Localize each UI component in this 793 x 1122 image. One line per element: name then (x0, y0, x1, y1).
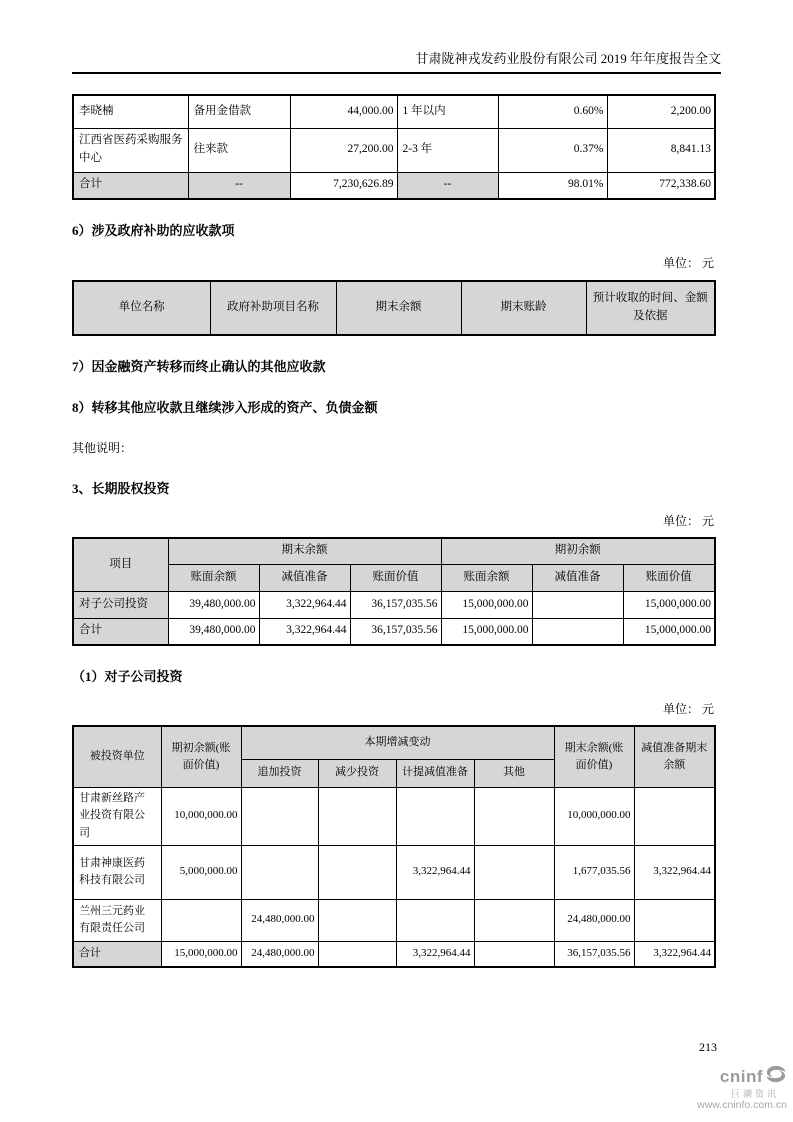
cell-value: 15,000,000.00 (623, 591, 715, 618)
header-row (73, 726, 715, 759)
cell-value: 3,322,964.44 (259, 618, 350, 645)
cell-value: 24,480,000.00 (241, 899, 318, 941)
cell-value: 24,480,000.00 (241, 941, 318, 967)
col-header: 账面余额 (168, 564, 259, 591)
header-row (73, 564, 715, 591)
cell-nature: 往来款 (188, 128, 290, 172)
cell-value: 39,480,000.00 (168, 618, 259, 645)
cell-value (474, 899, 554, 941)
cell-value: 3,322,964.44 (396, 845, 474, 899)
cell-value (396, 787, 474, 845)
table-row (73, 845, 715, 899)
header-row (73, 538, 715, 564)
page-header (72, 0, 721, 74)
cninfo-logo (697, 1064, 787, 1112)
cell-total-label: 合计 (73, 618, 168, 645)
group-header-closing: 期末余额 (168, 538, 441, 564)
cell-value (161, 899, 241, 941)
cell-value (318, 941, 396, 967)
cell-debtor: 江西省医药采购服务中心 (73, 128, 188, 172)
lt-equity-table (72, 537, 716, 646)
cell-value: 3,322,964.44 (634, 941, 715, 967)
section-3-heading: 3、长期股权投资 (72, 481, 170, 496)
page-number: 213 (699, 1040, 717, 1054)
cell-value: 3,322,964.44 (396, 941, 474, 967)
col-header-item: 项目 (73, 538, 168, 591)
cell-value: 15,000,000.00 (441, 591, 532, 618)
cell-value (318, 845, 396, 899)
cell-provision: 2,200.00 (607, 95, 715, 128)
cell-value (532, 618, 623, 645)
col-header: 追加投资 (241, 759, 318, 787)
col-header: 计提减值准备 (396, 759, 474, 787)
total-row (73, 941, 715, 967)
cell-amount: 27,200.00 (290, 128, 397, 172)
header-row (73, 281, 715, 335)
unit-label: 单位： 元 (662, 256, 714, 270)
cell-value (474, 941, 554, 967)
cell-value (474, 845, 554, 899)
cell-value: 36,157,035.56 (350, 618, 441, 645)
report-title: 甘肃陇神戎发药业股份有限公司 2019 年年度报告全文 (415, 51, 721, 66)
cell-debtor: 李晓楠 (73, 95, 188, 128)
cell-value: 36,157,035.56 (350, 591, 441, 618)
cell-investee: 甘肃新丝路产业投资有限公司 (73, 787, 161, 845)
swirl-icon (765, 1064, 787, 1089)
col-header-opening: 期初余额(账面价值) (161, 726, 241, 787)
gov-subsidy-table (72, 280, 716, 336)
cell-ratio: 0.60% (498, 95, 607, 128)
col-header: 单位名称 (73, 281, 210, 335)
cell-value: 3,322,964.44 (259, 591, 350, 618)
cell-value: 5,000,000.00 (161, 845, 241, 899)
cell-value: 1,677,035.56 (554, 845, 634, 899)
cell-nature: -- (188, 172, 290, 199)
col-header-impairment: 减值准备期末余额 (634, 726, 715, 787)
col-header: 期末账龄 (461, 281, 586, 335)
cell-value: 10,000,000.00 (554, 787, 634, 845)
cell-value (396, 899, 474, 941)
table-row (73, 899, 715, 941)
group-header-opening: 期初余额 (441, 538, 715, 564)
cell-item: 对子公司投资 (73, 591, 168, 618)
col-header: 账面余额 (441, 564, 532, 591)
cell-value (532, 591, 623, 618)
logo-brand-row (697, 1064, 787, 1089)
cell-nature: 备用金借款 (188, 95, 290, 128)
subsidiary-investment-table (72, 725, 716, 968)
col-header: 减少投资 (318, 759, 396, 787)
cell-value: 15,000,000.00 (161, 941, 241, 967)
col-header: 预计收取的时间、金额及依据 (586, 281, 715, 335)
cell-amount: 7,230,626.89 (290, 172, 397, 199)
section-8-heading: 8）转移其他应收款且继续涉入形成的资产、负债金额 (72, 400, 378, 415)
cell-value: 15,000,000.00 (623, 618, 715, 645)
col-header: 账面价值 (623, 564, 715, 591)
cell-value: 39,480,000.00 (168, 591, 259, 618)
total-row (73, 172, 715, 199)
unit-label: 单位： 元 (662, 514, 714, 528)
cell-value (474, 787, 554, 845)
col-header: 减值准备 (532, 564, 623, 591)
col-header: 其他 (474, 759, 554, 787)
cell-total-label: 合计 (73, 172, 188, 199)
cell-value: 24,480,000.00 (554, 899, 634, 941)
cell-ratio: 98.01% (498, 172, 607, 199)
cell-value: 15,000,000.00 (441, 618, 532, 645)
cell-value (241, 787, 318, 845)
cell-value: 10,000,000.00 (161, 787, 241, 845)
logo-cn-name: 巨潮资讯 (730, 1089, 779, 1099)
cell-value (634, 899, 715, 941)
cell-value (318, 787, 396, 845)
col-header: 政府补助项目名称 (210, 281, 336, 335)
cell-value: 36,157,035.56 (554, 941, 634, 967)
cell-value: 3,322,964.44 (634, 845, 715, 899)
table-row (73, 95, 715, 128)
cell-value (634, 787, 715, 845)
cell-provision: 8,841.13 (607, 128, 715, 172)
section-3-1-heading: （1）对子公司投资 (72, 669, 183, 684)
table-row (73, 128, 715, 172)
total-row (73, 618, 715, 645)
col-header-investee: 被投资单位 (73, 726, 161, 787)
section-6-heading: 6）涉及政府补助的应收款项 (72, 223, 235, 238)
other-receivables-table (72, 94, 716, 200)
col-header: 减值准备 (259, 564, 350, 591)
col-header: 期末余额 (336, 281, 461, 335)
section-7-heading: 7）因金融资产转移而终止确认的其他应收款 (72, 359, 326, 374)
cell-aging: 2-3 年 (397, 128, 498, 172)
cell-amount: 44,000.00 (290, 95, 397, 128)
logo-brand-text: cninf (719, 1066, 763, 1086)
cell-investee: 兰州三元药业有限责任公司 (73, 899, 161, 941)
logo-url: www.cninfo.com.cn (697, 1099, 787, 1111)
cell-value (241, 845, 318, 899)
group-header-change: 本期增减变动 (241, 726, 554, 759)
page-content (72, 94, 714, 968)
cell-provision: 772,338.60 (607, 172, 715, 199)
col-header-closing: 期末余额(账面价值) (554, 726, 634, 787)
cell-investee: 甘肃神康医药科技有限公司 (73, 845, 161, 899)
table-row (73, 787, 715, 845)
cell-total-label: 合计 (73, 941, 161, 967)
cell-ratio: 0.37% (498, 128, 607, 172)
cell-aging: -- (397, 172, 498, 199)
cell-aging: 1 年以内 (397, 95, 498, 128)
unit-label: 单位： 元 (662, 702, 714, 716)
other-note-label: 其他说明： (72, 441, 133, 455)
col-header: 账面价值 (350, 564, 441, 591)
table-row (73, 591, 715, 618)
cell-value (318, 899, 396, 941)
